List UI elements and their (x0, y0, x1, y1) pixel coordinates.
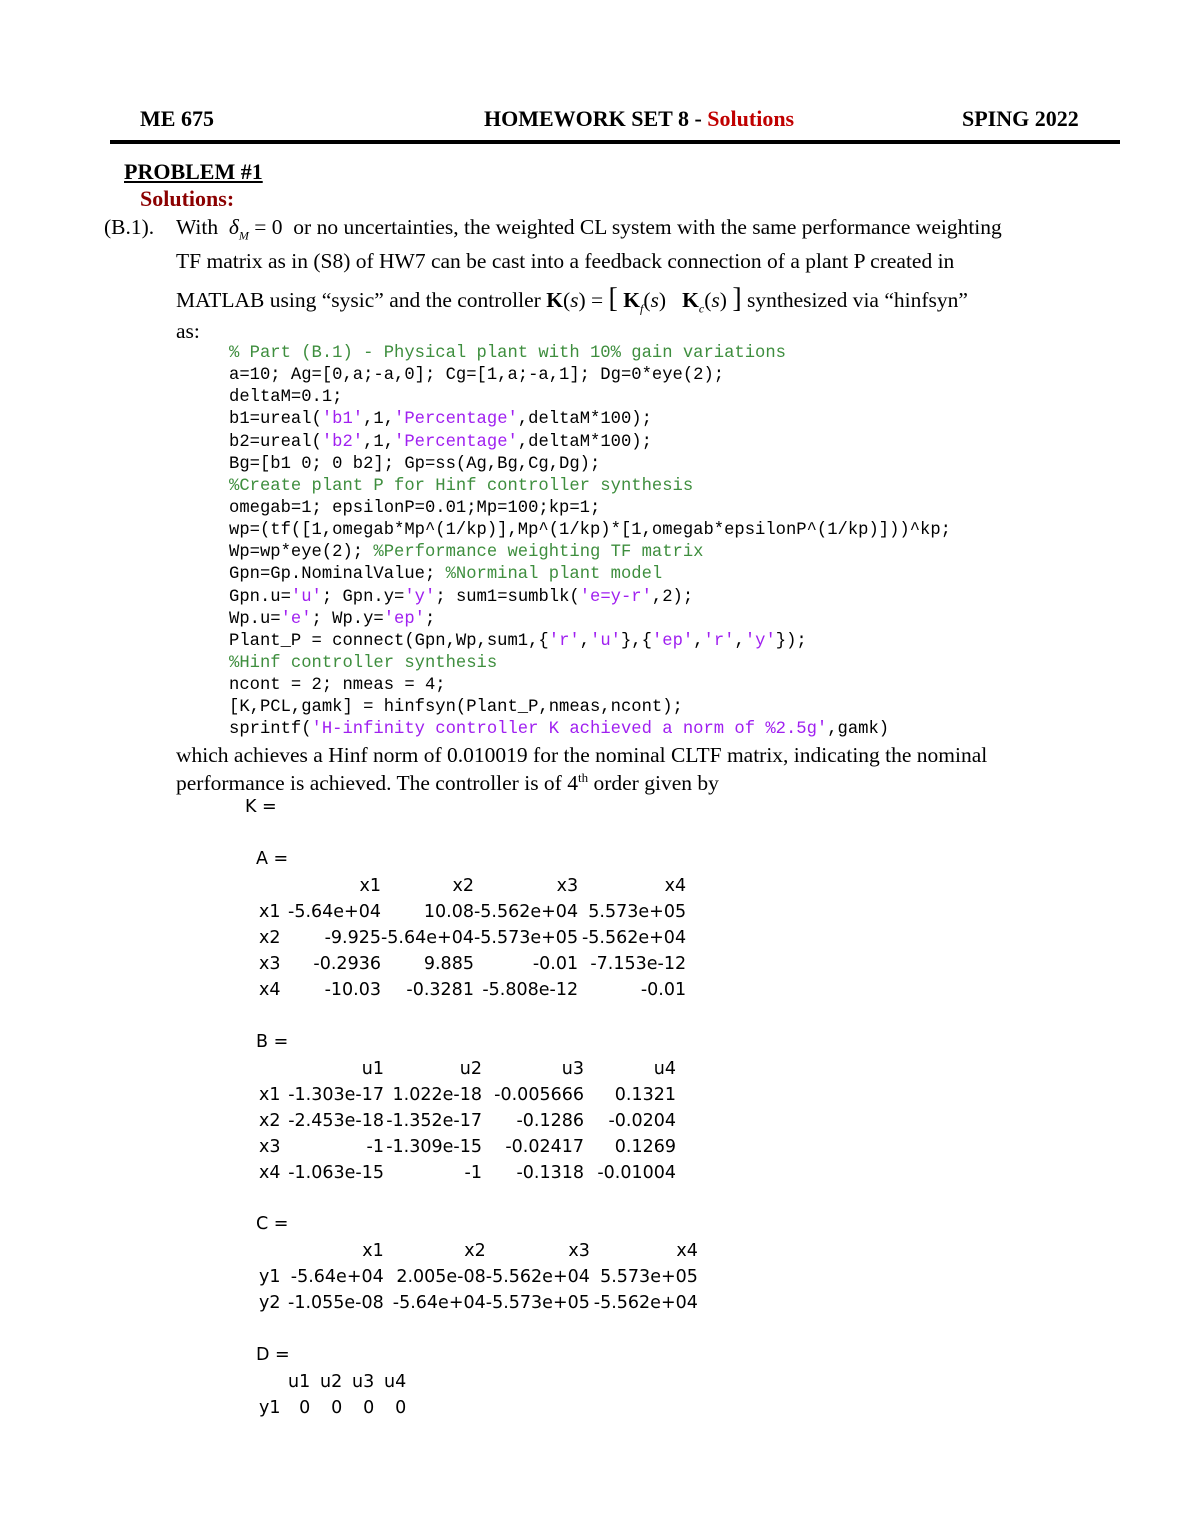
code-text: ,deltaM*100); (517, 432, 652, 452)
matrix-cell: 0 (299, 1398, 311, 1418)
code-text: deltaM=0.1; (229, 388, 343, 408)
matrix-row-name: y1 (259, 1267, 281, 1287)
code-text: ; sum1=sumblk( (435, 587, 580, 607)
matrix-row (256, 1160, 676, 1186)
matrix-row-name: x1 (259, 1085, 281, 1105)
controller-label: K = (245, 797, 277, 817)
line1-rest: or no uncertainties, the weighted CL system with the same performance weighting (293, 215, 1002, 239)
code-text: ncont = 2; nmeas = 4; (229, 676, 446, 696)
matrix-d-label: D = (256, 1345, 290, 1365)
matrix-cell: 5.573e+05 (600, 1267, 698, 1287)
matrix-col-header: x2 (464, 1241, 486, 1261)
matrix-cell: -10.03 (324, 980, 381, 1000)
code-text: ; (425, 609, 436, 629)
matrix-cell: 0.1321 (614, 1085, 676, 1105)
code-text: ,gamk) (827, 720, 890, 740)
matrix-col-header: u4 (384, 1372, 407, 1392)
code-text: ,1, (363, 410, 395, 430)
result-line-2 (176, 770, 719, 796)
matrix-col-header: u3 (352, 1372, 375, 1392)
matrix-cell: -0.01004 (597, 1163, 676, 1183)
matrix-a-table (256, 873, 686, 1003)
matrix-cell: -7.153e-12 (590, 954, 687, 974)
matrix-cell: 5.573e+05 (588, 902, 687, 922)
code-string: 'Percentage' (394, 410, 518, 430)
result-line-2b: order given by (588, 771, 719, 796)
matrix-cell: -1.309e-15 (386, 1137, 482, 1157)
matrix-cell: -2.453e-18 (288, 1111, 384, 1131)
matrix-cell: 9.885 (423, 954, 474, 974)
title-main: HOMEWORK SET 8 - (484, 106, 708, 131)
code-string: 'y' (744, 631, 776, 651)
matrix-c-table (256, 1238, 698, 1316)
matrix-col-header: x1 (359, 876, 381, 896)
document-title (484, 106, 794, 132)
line1-with: With (176, 215, 219, 239)
matrix-row-name: y2 (259, 1293, 281, 1313)
code-line (229, 697, 951, 719)
matrix-col-header: u3 (561, 1059, 584, 1079)
code-comment: %Performance weighting TF matrix (373, 543, 704, 563)
code-text: Gpn.u= (229, 587, 291, 607)
code-text: b1=ureal( (229, 410, 322, 430)
term: SPING 2022 (962, 106, 1079, 131)
code-string: 'y' (404, 587, 436, 607)
matrix-cell: -0.02417 (505, 1137, 584, 1157)
matrix-col-header: x4 (676, 1241, 698, 1261)
matrix-row-name: x1 (259, 902, 281, 922)
matrix-cell: 0 (363, 1398, 375, 1418)
code-line (229, 343, 951, 365)
code-string: 'e=y-r' (579, 587, 652, 607)
code-text: Wp=wp*eye(2); (229, 543, 374, 563)
matrix-col-header: u4 (653, 1059, 676, 1079)
code-text: Bg=[b1 0; 0 b2]; Gp=ss(Ag,Bg,Cg,Dg); (229, 454, 601, 474)
matrix-cell: -0.0204 (608, 1111, 676, 1131)
matrix-row-name: x2 (259, 1111, 281, 1131)
part-line-1 (176, 215, 1002, 243)
result-line-2a: performance is achieved. The controller is of 4 (176, 771, 578, 796)
matrix-cell: -1.352e-17 (386, 1111, 482, 1131)
code-string: 'ep' (651, 631, 694, 651)
matrix-corner (256, 873, 288, 899)
matrix-cell: -0.01 (640, 980, 687, 1000)
code-line (229, 476, 951, 498)
code-line (229, 432, 951, 454)
matrix-cell: -5.64e+04 (290, 1267, 384, 1287)
code-text: wp=(tf([1,omegab*Mp^(1/kp)],Mp^(1/kp)*[1,omegab*epsilonP^(1/kp)]))^kp; (229, 521, 951, 541)
matrix-corner (256, 1238, 288, 1264)
matrix-row (256, 1134, 676, 1160)
code-comment: %Hinf controller synthesis (229, 653, 498, 673)
code-string: 'e' (280, 609, 312, 629)
code-text: , (734, 631, 745, 651)
matrix-cell: -5.64e+04 (392, 1293, 486, 1313)
matrix-row-name: x3 (259, 954, 281, 974)
line3-start: MATLAB using “sysic” and the controller (176, 288, 541, 312)
matrix-cell: -1.063e-15 (288, 1163, 384, 1183)
course-number: ME 675 (140, 106, 214, 131)
matrix-cell: -1.303e-17 (288, 1085, 384, 1105)
matrix-row (256, 977, 686, 1003)
matrix-col-header: x4 (664, 876, 687, 896)
part-line-4: as: (176, 319, 200, 343)
matrix-row (256, 951, 686, 977)
matrix-b-table (256, 1056, 676, 1186)
matrix-cell: 2.005e-08 (396, 1267, 486, 1287)
code-line (229, 609, 951, 631)
matrix-cell: -5.64e+04 (380, 928, 474, 948)
code-line (229, 719, 951, 741)
code-string: 'Percentage' (394, 432, 518, 452)
solutions-label: Solutions: (140, 186, 235, 211)
code-string: 'b2' (321, 432, 364, 452)
code-line (229, 387, 951, 409)
line3-end: synthesized via “hinfsyn” (747, 288, 968, 312)
matrix-cell: -5.573e+05 (485, 1293, 590, 1313)
matrix-cell: -1 (464, 1163, 482, 1183)
matrix-cell: -0.01 (532, 954, 579, 974)
code-comment: %Create plant P for Hinf controller synthesis (229, 476, 694, 496)
code-line (229, 587, 951, 609)
header-rule (110, 140, 1120, 144)
matrix-cell: -5.562e+04 (593, 1293, 698, 1313)
matrix-col-header: u2 (459, 1059, 482, 1079)
matrix-col-header: u1 (288, 1372, 311, 1392)
code-text: [K,PCL,gamk] = hinfsyn(Plant_P,nmeas,ncont); (229, 698, 683, 718)
matrix-header-row (256, 873, 686, 899)
code-string: 'u' (590, 631, 621, 651)
code-string: 'H-infinity controller K achieved a norm of %2.5g' (311, 720, 828, 740)
code-text: Wp.u= (229, 609, 281, 629)
matrix-cell: -1.055e-08 (288, 1293, 384, 1313)
result-line-1: which achieves a Hinf norm of 0.010019 for the nominal CLTF matrix, indicating the nominal (176, 743, 988, 767)
matrix-b-label: B = (256, 1032, 289, 1052)
code-line (229, 454, 951, 476)
matrix-cell: -0.1318 (516, 1163, 584, 1183)
matrix-cell: 1.022e-18 (392, 1085, 482, 1105)
matrix-cell: -5.562e+04 (581, 928, 687, 948)
matrix-cell: -0.1286 (516, 1111, 584, 1131)
matrix-row-name: x2 (259, 928, 281, 948)
code-text: ; Wp.y= (311, 609, 384, 629)
code-text: Plant_P = connect(Gpn,Wp,sum1,{ (229, 631, 549, 651)
code-text: ,2); (651, 587, 694, 607)
matrix-cell: -0.005666 (494, 1085, 584, 1105)
code-text: sprintf( (229, 720, 312, 740)
code-line (229, 564, 951, 586)
matrix-col-header: u2 (320, 1372, 343, 1392)
matrix-corner (256, 1369, 288, 1395)
code-string: 'r' (548, 631, 580, 651)
code-line (229, 542, 951, 564)
matlab-code-block (229, 343, 951, 742)
matrix-row (256, 1395, 406, 1421)
matrix-row-name: x4 (259, 1163, 281, 1183)
matrix-row (256, 1290, 698, 1316)
code-text: a=10; Ag=[0,a;-a,0]; Cg=[1,a;-a,1]; Dg=0*eye(2); (229, 366, 725, 386)
matrix-row (256, 1082, 676, 1108)
matrix-col-header: u1 (361, 1059, 384, 1079)
matrix-a-label: A = (256, 849, 289, 869)
code-text: , (693, 631, 704, 651)
code-string: 'b1' (321, 410, 364, 430)
code-text: Gpn=Gp.NominalValue; (229, 565, 446, 585)
part-line-3 (176, 283, 968, 316)
matrix-cell: 0 (395, 1398, 407, 1418)
matrix-cell: -5.562e+04 (485, 1267, 590, 1287)
problem-heading: PROBLEM #1 (124, 159, 263, 184)
part-label: (B.1). (104, 215, 155, 239)
matrix-col-header: x2 (452, 876, 474, 896)
code-text: omegab=1; epsilonP=0.01;Mp=100;kp=1; (229, 498, 601, 518)
matrix-cell: 10.08 (423, 902, 474, 922)
code-comment: % Part (B.1) - Physical plant with 10% gain variations (229, 344, 786, 363)
matrix-col-header: x3 (568, 1241, 590, 1261)
matrix-cell: -5.573e+05 (473, 928, 579, 948)
code-string: 'ep' (383, 609, 425, 629)
matrix-c-label: C = (256, 1214, 289, 1234)
matrix-row (256, 1264, 698, 1290)
matrix-header-row (256, 1056, 676, 1082)
matrix-row (256, 1108, 676, 1134)
code-string: 'u' (290, 587, 322, 607)
code-comment: %Norminal plant model (445, 565, 663, 585)
code-text: , (579, 631, 591, 651)
title-solutions: Solutions (707, 106, 795, 131)
matrix-cell: 0 (331, 1398, 343, 1418)
code-line (229, 409, 951, 431)
superscript-th: th (577, 770, 589, 785)
matrix-header-row (256, 1369, 406, 1395)
matrix-cell: -5.562e+04 (473, 902, 579, 922)
matrix-corner (256, 1056, 288, 1082)
code-line (229, 365, 951, 387)
matrix-cell: -5.64e+04 (288, 902, 381, 922)
matrix-row (256, 899, 686, 925)
code-text: }); (775, 631, 807, 651)
matrix-row-name: y1 (259, 1398, 281, 1418)
controller-equation: K(s) = [ $K_f(s)$ $K_c(s)$ ] (546, 283, 742, 316)
matrix-cell: 0.1269 (614, 1137, 676, 1157)
matrix-cell: -5.808e-12 (482, 980, 579, 1000)
matrix-cell: -1 (366, 1137, 384, 1157)
matrix-cell: -0.2936 (313, 954, 381, 974)
code-text: ; Gpn.y= (321, 587, 405, 607)
code-line (229, 631, 951, 653)
matrix-row-name: x3 (259, 1137, 281, 1157)
matrix-col-header: x1 (362, 1241, 384, 1261)
code-line (229, 653, 951, 675)
matrix-header-row (256, 1238, 698, 1264)
matrix-cell: -9.925 (324, 928, 381, 948)
matrix-row (256, 925, 686, 951)
matrix-col-header: x3 (556, 876, 579, 896)
code-line (229, 675, 951, 697)
code-text: },{ (620, 631, 652, 651)
part-line-2: TF matrix as in (S8) of HW7 can be cast into a feedback connection of a plant P created in (176, 249, 955, 273)
code-line (229, 498, 951, 520)
code-line (229, 520, 951, 542)
code-text: b2=ureal( (229, 432, 322, 452)
matrix-d-table (256, 1369, 406, 1421)
matrix-row-name: x4 (259, 980, 281, 1000)
matrix-cell: -0.3281 (406, 980, 474, 1000)
code-string: 'r' (703, 631, 735, 651)
code-text: ,1, (363, 432, 395, 452)
delta-m-equation: $\delta_M = 0$ (228, 215, 283, 243)
code-text: ,deltaM*100); (517, 410, 652, 430)
